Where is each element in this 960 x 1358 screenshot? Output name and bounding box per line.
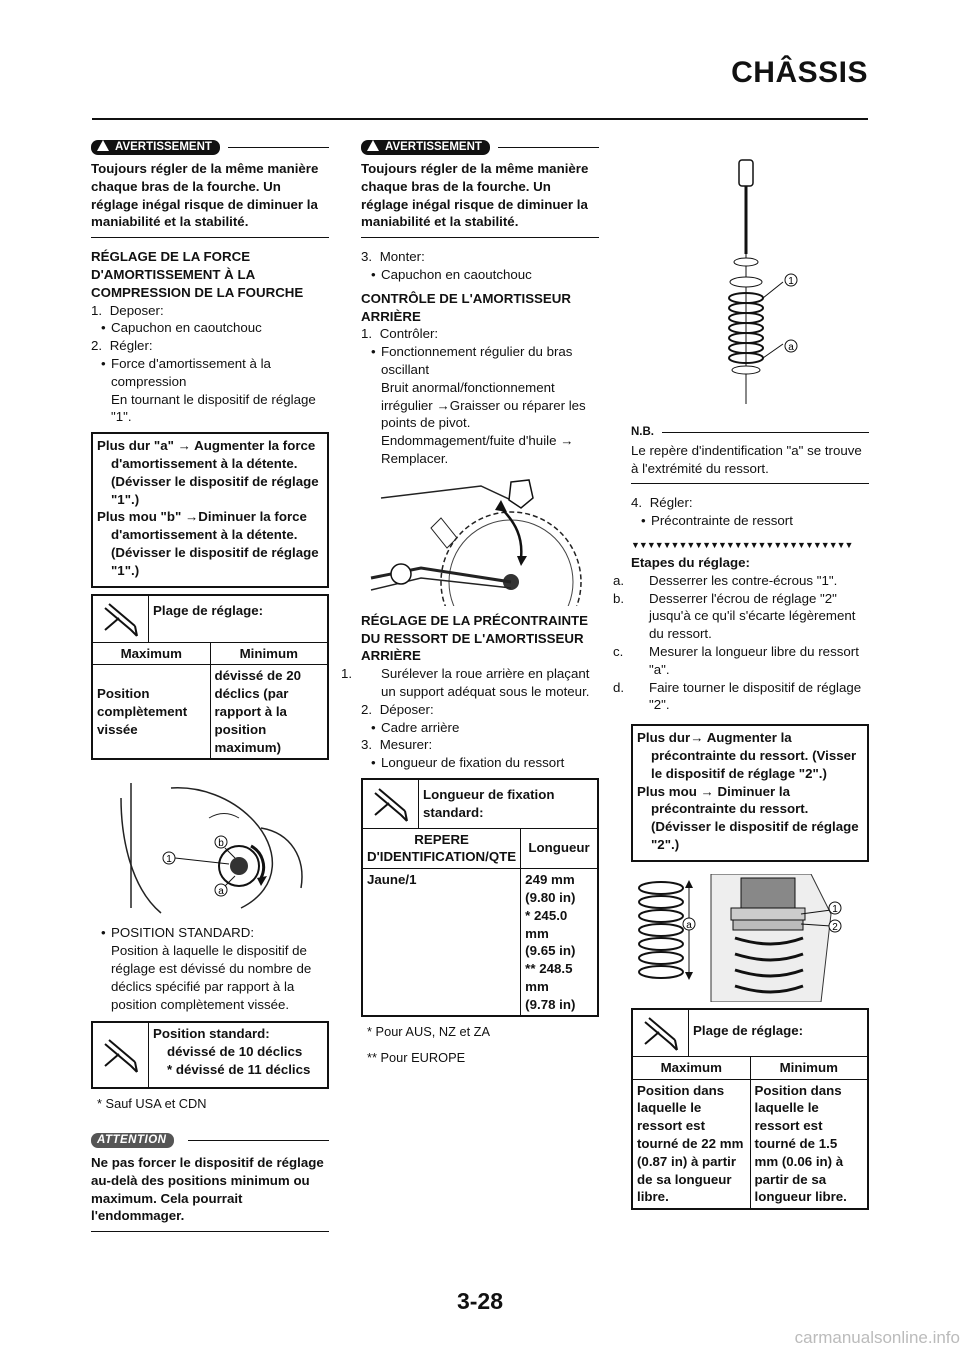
step: 3. Monter: [361, 249, 425, 265]
warning-text: Toujours régler de la même manière chaque bras de la fourche. Un réglage inégal risque de diminuer la maniabilité et la stabilité. [361, 161, 589, 230]
note-text: Le repère d'indentification "a" se trouve à l'extrémité du ressort. [631, 442, 862, 476]
callout-b: b [218, 838, 224, 850]
adjust-line: Plus mou → Diminuer la précontrainte du ressort. (Dévisser le dispositif de réglage "2".) [637, 783, 859, 852]
step: 4. Régler: [631, 495, 693, 511]
wrench-icon [93, 596, 149, 642]
spec-table [631, 1008, 869, 1210]
caution-text: Ne pas forcer le dispositif de réglage au-delà des positions minimum ou maximum. Cela pourrait l'endommager. [91, 1155, 324, 1224]
bullet-subtext: Bruit anormal/fonctionnement irrégulier →Graisser ou réparer les points de pivot. [381, 379, 586, 431]
arrow-right-icon: → [184, 509, 199, 525]
divider [631, 483, 869, 484]
bullet-item: • Cadre arrière [361, 719, 599, 737]
wrench-icon [363, 780, 419, 828]
bullet-subtext: En tournant le dispositif de réglage "1". [111, 391, 316, 425]
divider [228, 147, 329, 148]
adjustment-box [631, 724, 869, 862]
spec-value: dévissé de 20 déclics (par rapport à la position maximum) [214, 668, 301, 755]
warning-label-row [91, 140, 329, 155]
wrench-icon [93, 1023, 149, 1087]
spec-title: Plage de réglage: [153, 602, 264, 618]
col-header: REPERE D'IDENTIFICATION/QTE [363, 829, 521, 869]
procedure-step: d. Faire tourner le dispositif de réglage "2". [613, 679, 862, 713]
spec-table [91, 1021, 329, 1089]
arrow-right-icon: → [690, 730, 704, 746]
callout-1: 1 [788, 276, 794, 287]
column-left [91, 140, 329, 1242]
swingarm-illustration [361, 478, 599, 606]
footer-watermark: carmanualsonline.info [794, 1328, 960, 1347]
divider [498, 147, 599, 148]
shock-spring-illustration [631, 154, 869, 422]
col-header: Minimum [750, 1057, 867, 1079]
triangle-divider: ▼▼▼▼▼▼▼▼▼▼▼▼▼▼▼▼▼▼▼▼▼▼▼▼▼▼▼▼ [631, 539, 853, 550]
warning-badge [361, 140, 490, 155]
bullet-subtext: Endommagement/fuite d'huile → Remplacer. [381, 433, 574, 466]
column-right [613, 140, 869, 1216]
note-label: N.B. [631, 426, 654, 438]
callout-2: 2 [832, 921, 838, 933]
spec-content [149, 1023, 327, 1087]
callout-1: 1 [166, 854, 172, 866]
callout-a: a [218, 886, 224, 898]
callout-1: 1 [832, 903, 838, 915]
col-header: Maximum [93, 643, 210, 665]
bullet-item: • Fonctionnement régulier du bras oscillant [361, 343, 599, 379]
footnote: * Pour AUS, NZ et ZA [367, 1024, 491, 1040]
bullet-item: • Longueur de fixation du ressort [361, 754, 599, 772]
arrow-right-icon: → [436, 397, 450, 413]
warning-text: Toujours régler de la même manière chaque bras de la fourche. Un réglage inégal risque de diminuer la maniabilité et la stabilité. [91, 161, 319, 230]
column-middle [341, 140, 599, 1067]
spec-value: dévissé de 10 déclics [167, 1044, 303, 1060]
spec-value: Position complètement vissée [93, 665, 210, 758]
spec-value: * dévissé de 11 déclics [167, 1061, 311, 1077]
arrow-right-icon: → [177, 438, 191, 454]
bullet-item: • Précontrainte de ressort [631, 512, 869, 530]
note-label-row [631, 424, 869, 442]
spec-table [361, 778, 599, 1018]
spec-table [91, 594, 329, 761]
adjust-line: Plus mou "b" →Diminuer la force d'amortissement à la détente. (Dévisser le dispositif de réglage "1".) [97, 509, 319, 578]
arrow-right-icon: → [560, 433, 574, 449]
page-title: CHÂSSIS [731, 56, 868, 89]
col-header: Maximum [633, 1057, 750, 1079]
section-title: RÉGLAGE DE LA FORCE D'AMORTISSEMENT À LA COMPRESSION DE LA FOURCHE [91, 249, 304, 300]
adjustment-box [91, 432, 329, 587]
spec-value: Jaune/1 [363, 869, 521, 1016]
warning-label: AVERTISSEMENT [385, 141, 482, 153]
warning-triangle-icon [97, 140, 109, 151]
section-title: RÉGLAGE DE LA PRÉCONTRAINTE DU RESSORT DE L'AMORTISSEUR ARRIÈRE [361, 612, 589, 664]
step: 1. Deposer: [91, 302, 164, 318]
arrow-right-icon: → [700, 783, 714, 799]
spec-value: Position dans laquelle le ressort est tourné de 1.5 mm (0.06 in) à partir de sa longueur libre. [754, 1082, 847, 1205]
bullet-subtext: Position à laquelle le dispositif de réglage est dévissé du nombre de déclics spécifié par rapport à la position complètement vissée. [111, 943, 312, 1012]
divider [91, 237, 329, 238]
page-number: 3-28 [456, 1288, 504, 1314]
bullet-item: • Capuchon en caoutchouc [91, 319, 329, 337]
spec-title: Longueur de fixation standard: [423, 786, 555, 820]
warning-label-row [361, 140, 599, 155]
procedure-step: a. Desserrer les contre-écrous "1". [613, 572, 838, 588]
step: 1. Surélever la roue arrière en plaçant un support adéquat sous le moteur. [341, 666, 590, 699]
spring-preload-illustration [631, 874, 869, 1002]
footnote: ** Pour EUROPE [367, 1050, 466, 1066]
step: 3. Mesurer: [361, 737, 433, 753]
procedure-step: b. Desserrer l'écrou de réglage "2" jusqu'à ce qu'il s'écarte légèrement du ressort. [613, 590, 856, 642]
col-header: Longueur [521, 829, 597, 869]
warning-badge [91, 140, 220, 155]
caution-label-row [91, 1133, 329, 1148]
bullet-item: • Force d'amortissement à la compression [91, 355, 329, 391]
footnote: * Sauf USA et CDN [97, 1096, 207, 1112]
fork-adjuster-illustration [111, 778, 329, 918]
caution-badge: ATTENTION [91, 1133, 174, 1148]
callout-a: a [788, 342, 794, 353]
divider [188, 1140, 329, 1141]
divider [361, 237, 599, 238]
step: 2. Régler: [91, 338, 153, 354]
callout-a: a [686, 919, 692, 931]
step: 1. Contrôler: [361, 326, 439, 342]
spec-title: Position standard: [153, 1026, 270, 1042]
wrench-icon [633, 1010, 689, 1056]
section-title: CONTRÔLE DE L'AMORTISSEUR ARRIÈRE [361, 290, 572, 324]
col-header: Minimum [210, 643, 327, 665]
header-rule [92, 118, 868, 120]
warning-label: AVERTISSEMENT [115, 141, 212, 153]
divider [91, 1231, 329, 1232]
bullet-item: • Capuchon en caoutchouc [361, 266, 599, 284]
warning-triangle-icon [367, 140, 379, 151]
divider [662, 432, 869, 433]
adjust-line: Plus dur "a" → Augmenter la force d'amortissement à la détente. (Dévisser le dispositif de réglage "1".) [97, 438, 319, 507]
procedure-title: Etapes du réglage: [631, 554, 750, 570]
spec-value-list: 249 mm (9.80 in) * 245.0 mm (9.65 in) ** 248.5 mm (9.78 in) [525, 872, 576, 1012]
adjust-line: Plus dur→ Augmenter la précontrainte du ressort. (Visser le dispositif de réglage "2".) [637, 730, 857, 781]
step: 2. Déposer: [361, 701, 434, 717]
spec-title: Plage de réglage: [693, 1022, 804, 1038]
spec-value: Position dans laquelle le ressort est tourné de 22 mm (0.87 in) à partir de sa longueur libre. [633, 1079, 750, 1208]
procedure-step: c. Mesurer la longueur libre du ressort "a". [613, 643, 859, 677]
bullet-item: • POSITION STANDARD: [91, 924, 329, 942]
